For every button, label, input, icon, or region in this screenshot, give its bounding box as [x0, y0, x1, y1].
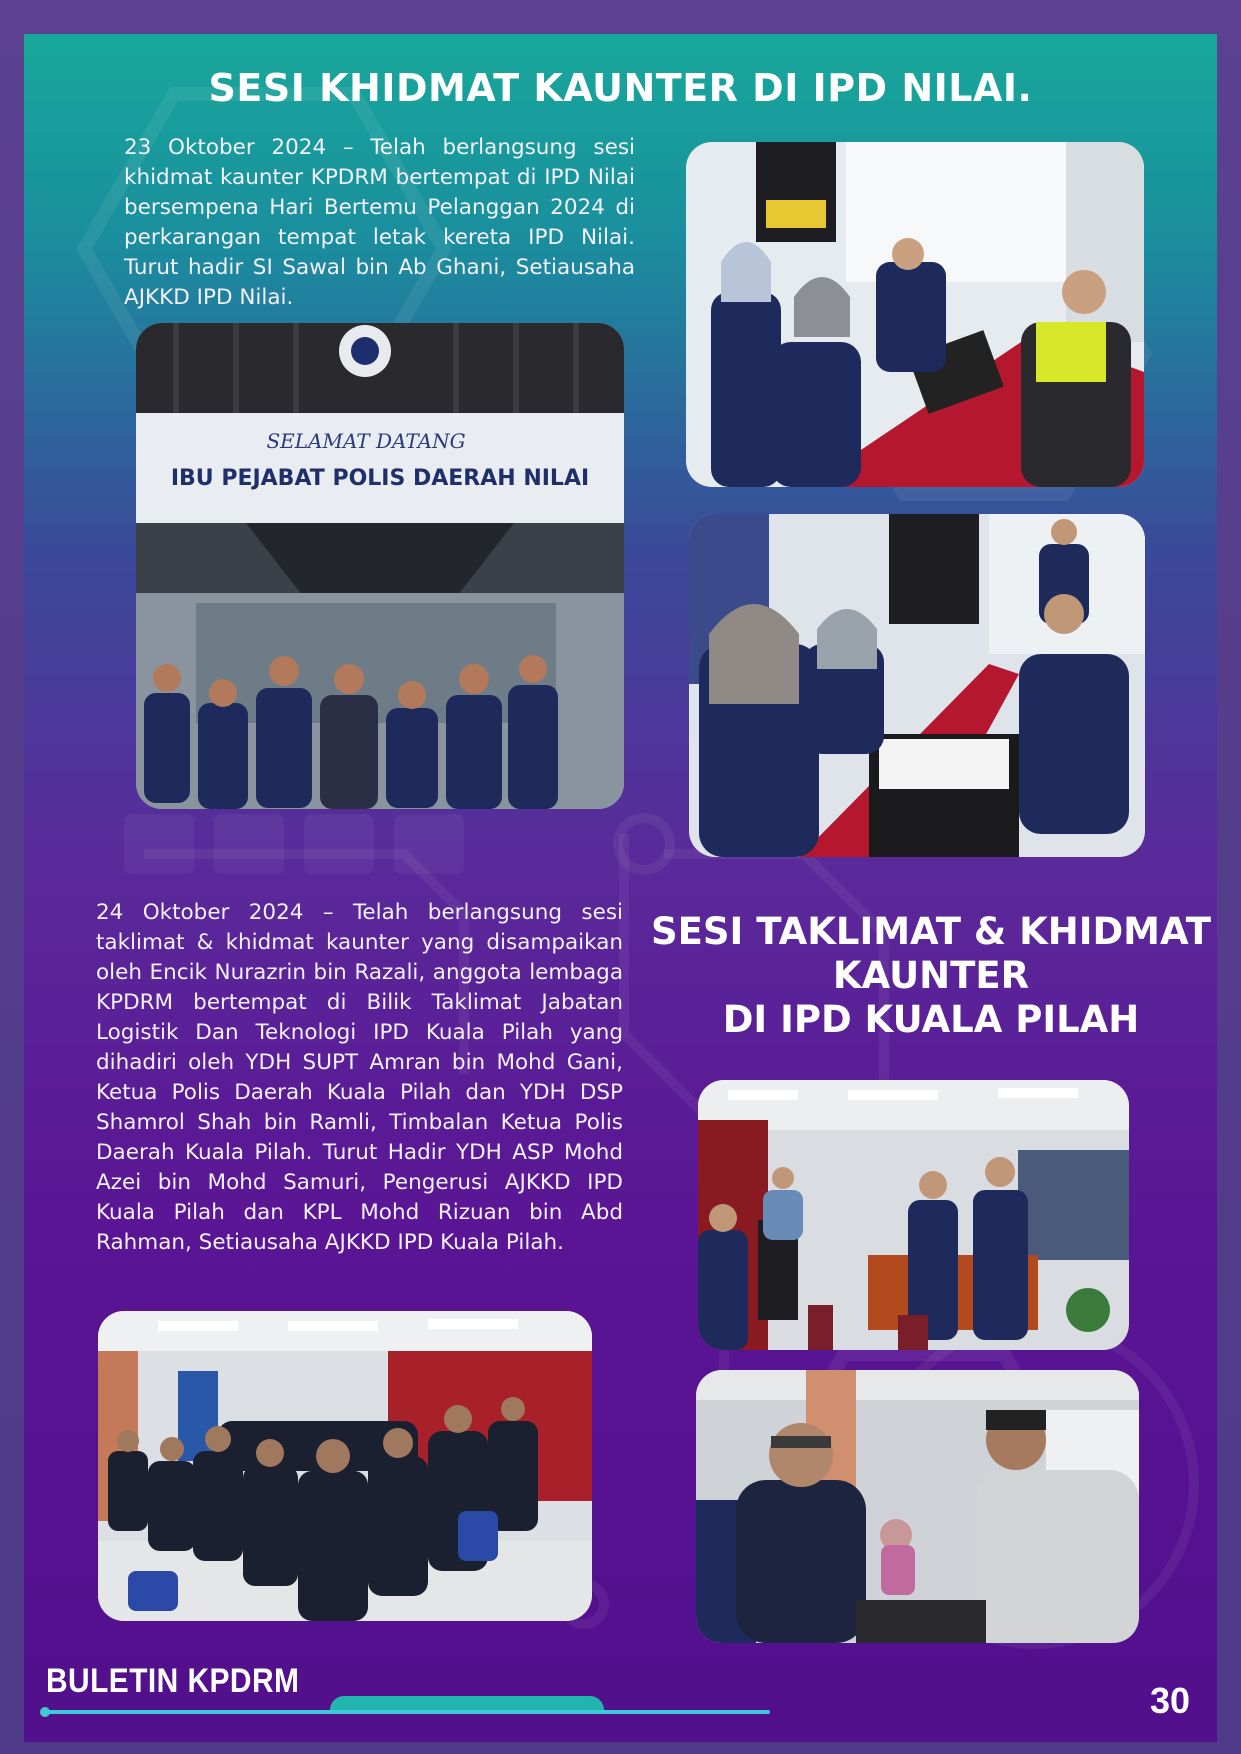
page-number: 30 [1150, 1680, 1191, 1721]
section2-paragraph: 24 Oktober 2024 – Telah berlangsung sesi taklimat & khidmat kaunter yang disampaikan oleh Encik Nurazrin bin Razali, anggota lembaga KPDRM bertempat di Bilik Taklimat Jabatan Logistik Dan Teknologi IPD Kuala Pilah yang dihadiri oleh YDH SUPT Amran bin Mohd Gani, Ketua Polis Daerah Kuala Pilah dan YDH DSP Shamrol Shah bin Ramli, Timbalan Ketua Polis Daerah Kuala Pilah. Turut Hadir YDH ASP Mohd Azei bin Mohd Samuri, Pengerusi AJKKD IPD Kuala Pilah dan KPL Mohd Rizuan bin Abd Rahman, Setiausaha AJKKD IPD Kuala Pilah. [96, 900, 623, 1255]
photo-nilai-counter-1 [686, 142, 1144, 487]
footer-dot [40, 1707, 50, 1717]
photo-nilai-counter-2 [689, 514, 1145, 857]
section1-paragraph: 23 Oktober 2024 – Telah berlangsung sesi khidmat kaunter KPDRM bertempat di IPD Nilai bersempena Hari Bertemu Pelanggan 2024 di perkarangan tempat letak kereta IPD Nilai. Turut hadir SI Sawal bin Ab Ghani, Setiausaha AJKKD IPD Nilai. [124, 135, 635, 310]
photo-kuala-pilah-presentation [698, 1080, 1129, 1350]
page-title: SESI KHIDMAT KAUNTER DI IPD NILAI. [208, 66, 1033, 110]
section2-title-line3: DI IPD KUALA PILAH [722, 998, 1140, 1041]
section2-title-line2: KAUNTER [832, 954, 1030, 997]
section2-title-line1: SESI TAKLIMAT & KHIDMAT [650, 910, 1212, 953]
building-sign-line2: IBU PEJABAT POLIS DAERAH NILAI [170, 466, 590, 491]
section2-title [650, 910, 1212, 1042]
footer-brand: BULETIN KPDRM [46, 1662, 300, 1700]
building-sign-line1: SELAMAT DATANG [266, 429, 466, 453]
photo-kuala-pilah-audience [98, 1311, 592, 1621]
photo-kuala-pilah-counter [696, 1370, 1139, 1643]
footer-line [44, 1710, 770, 1714]
photo-ipd-nilai-building [136, 323, 624, 809]
